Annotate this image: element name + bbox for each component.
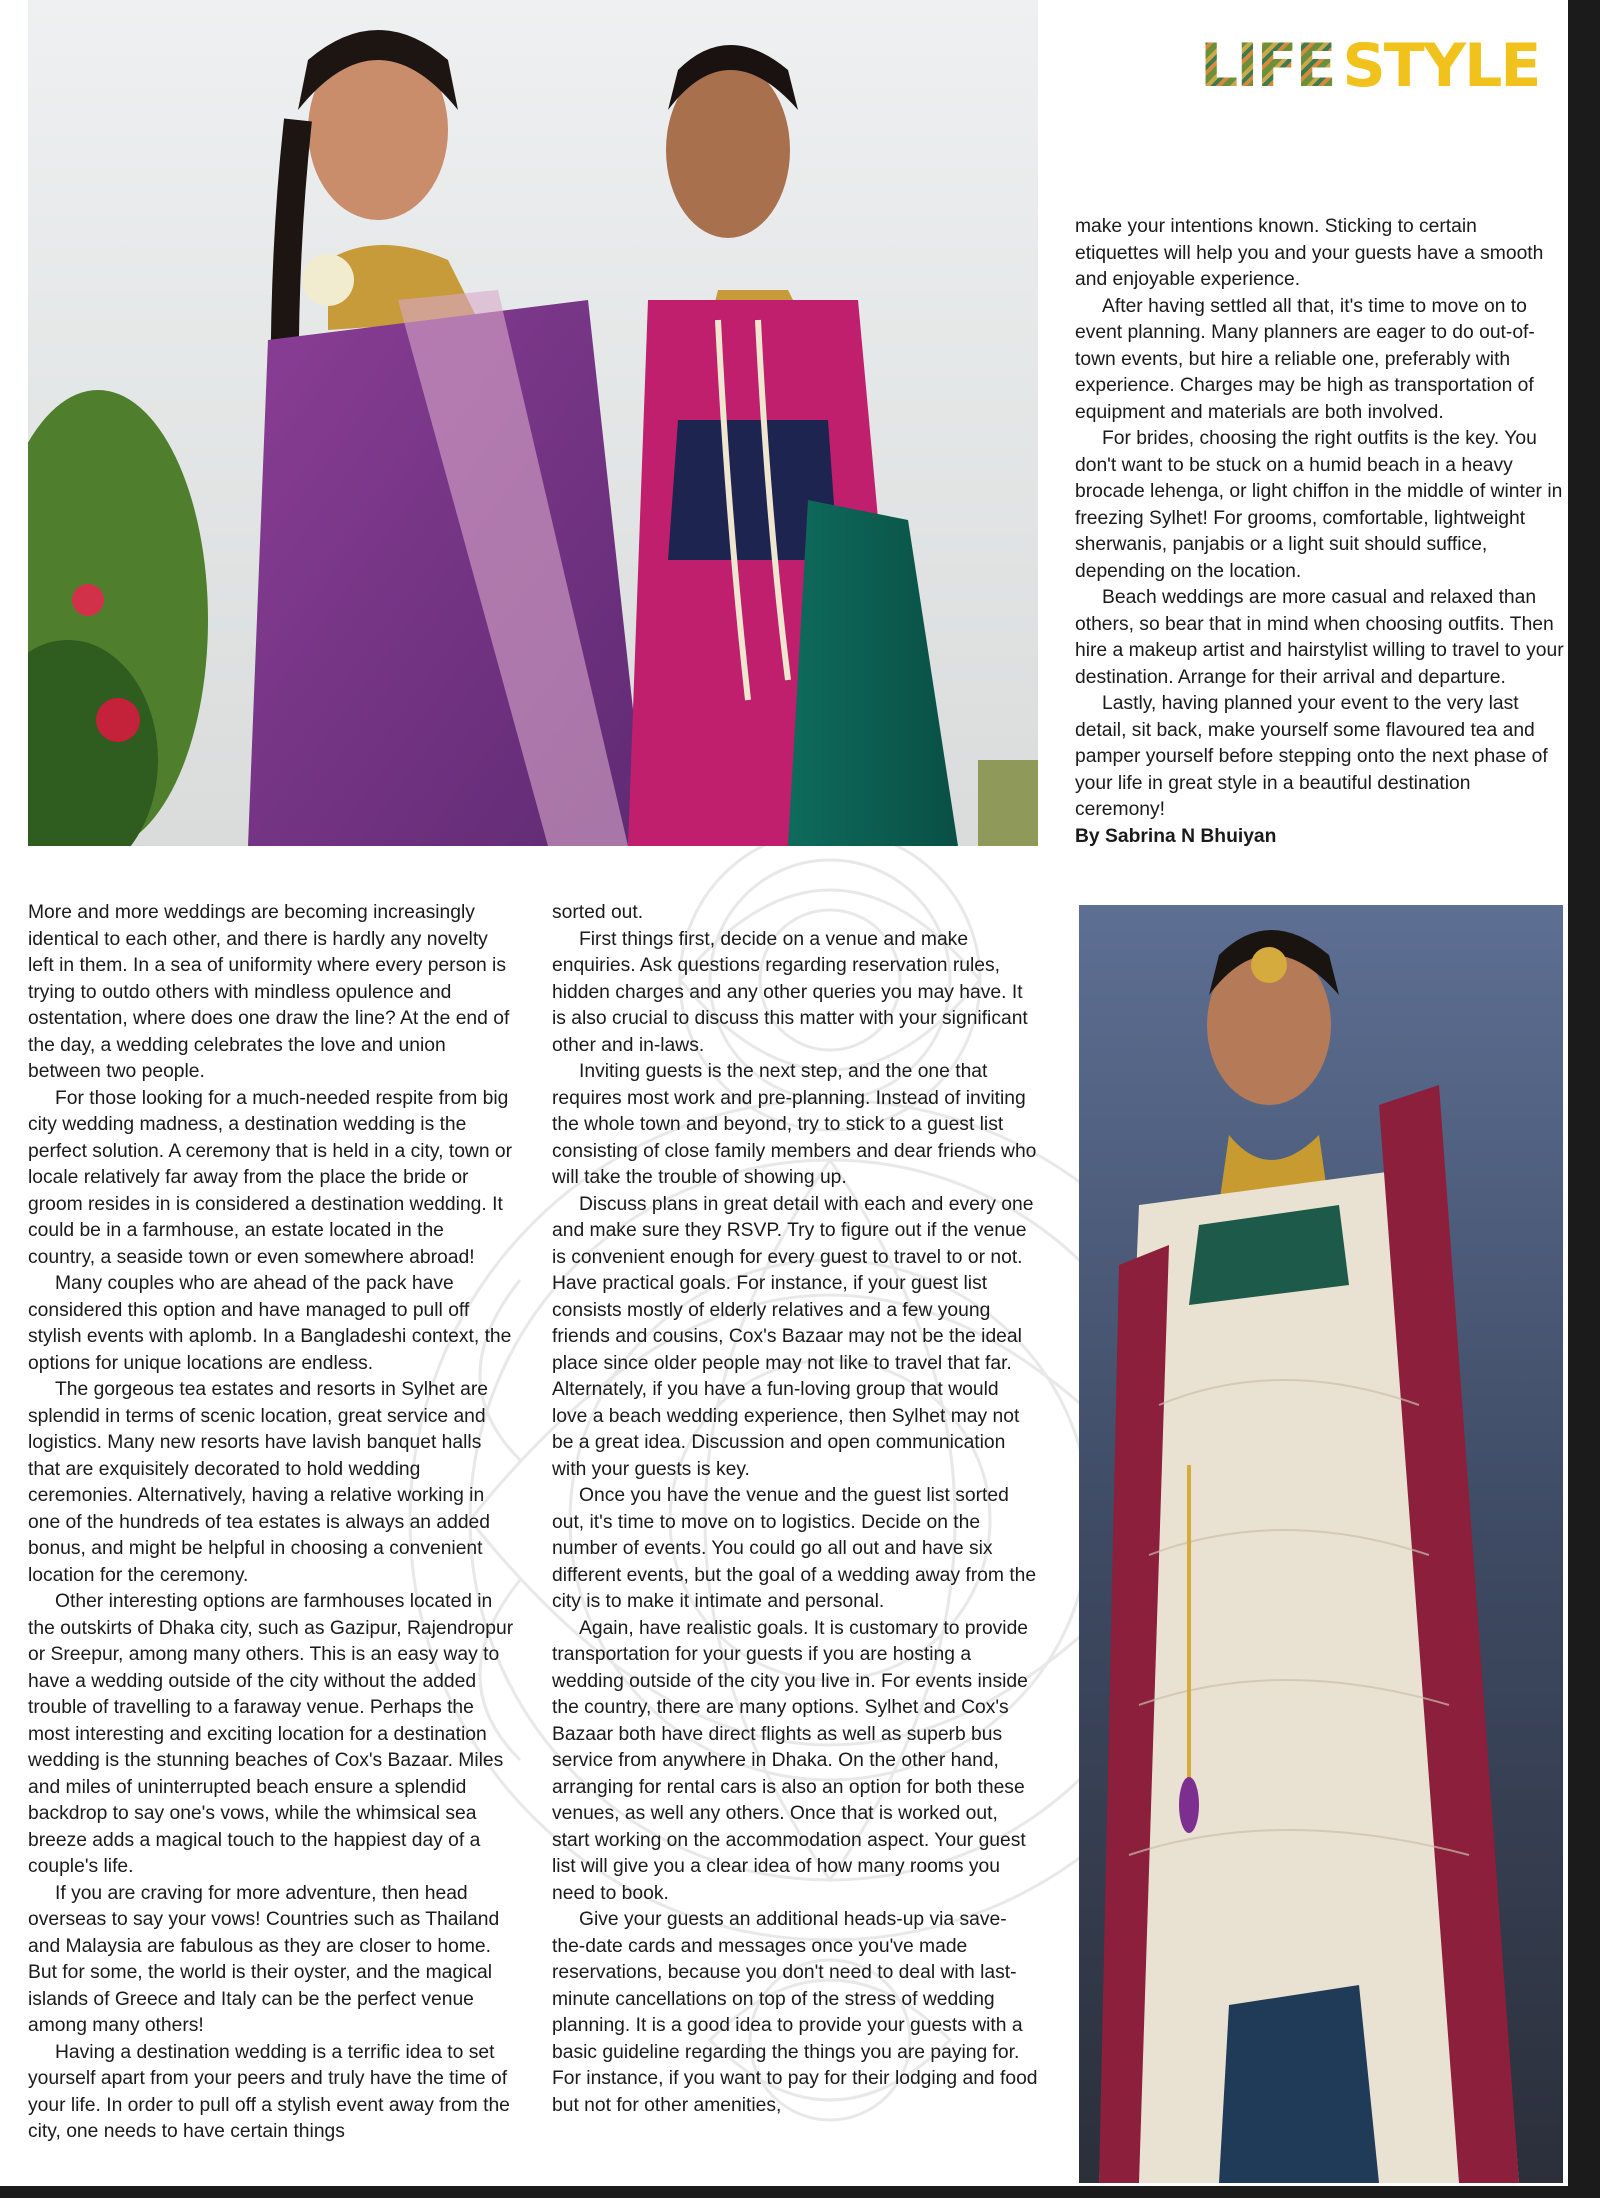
masthead-life: LIFE (1200, 31, 1335, 101)
article-column-1 (28, 900, 514, 2146)
photo-two-models-icon (28, 0, 1038, 846)
paragraph: For those looking for a much-needed respite from big city wedding madness, a destination wedding is the perfect solution. A ceremony that is held in a city, town or locale relatively far away from the place the bride or groom resides in is considered a destination wedding. It could be in a farmhouse, an estate located in the country, a seaside town or even somewhere abroad! (28, 1087, 513, 1268)
section-masthead (1200, 26, 1540, 106)
paragraph: Once you have the venue and the guest list sorted out, it's time to move on to logistics. Decide on the number of events. You could go all out and have six different events, but the goal of a wedding away from the city is to make it intimate and personal. (552, 1485, 1037, 1612)
page-edge-strip (1568, 0, 1600, 2198)
photo-bride-lace-saree (1079, 905, 1563, 2183)
paragraph: Again, have realistic goals. It is customary to provide transportation for your guests if you are hosting a wedding outside of the city you live in. For events inside the country, there are many options. Sylhet and Cox's Bazaar both have direct flights as well as superb bus service from anywhere in Dhaka. On the other hand, arranging for rental cars is also an option for both these venues, as well any others. Once that is worked out, start working on the accommodation aspect. Your guest list will give you a clear idea of how many rooms you need to book. (552, 1617, 1029, 1904)
paragraph: Lastly, having planned your event to the very last detail, sit back, make yourself some flavoured tea and pamper yourself before stepping onto the next phase of your life in great style in a beautiful destination ceremony! (1075, 693, 1548, 820)
paragraph: make your intentions known. Sticking to certain etiquettes will help you and your guests have a smooth and enjoyable experience. (1075, 216, 1544, 290)
author-byline: By Sabrina N Bhuiyan (1075, 825, 1277, 847)
paragraph: Other interesting options are farmhouses located in the outskirts of Dhaka city, such as Gazipur, Rajendropur or Sreepur, among many others. This is an easy way to have a wedding outside of the city without the added trouble of travelling to a faraway venue. Perhaps the most interesting and exciting location for a destination wedding is the stunning beaches of Cox's Bazaar. Miles and miles of uninterrupted beach ensure a splendid backdrop to say one's vows, while the whimsical sea breeze adds a magical touch to the happiest day of a couple's life. (28, 1591, 514, 1877)
paragraph: More and more weddings are becoming increasingly identical to each other, and there is hardly any novelty left in them. In a sea of uniformity where every person is trying to outdo others with mindless opulence and ostentation, where does one draw the line? At the end of the day, a wedding celebrates the love and union between two people. (28, 902, 510, 1082)
paragraph: Inviting guests is the next step, and the one that requires most work and pre-planning. Instead of inviting the whole town and beyond, try to stick to a guest list consisting of close family members and dear friends who will take the trouble of showing up. (552, 1061, 1037, 1188)
paragraph: Discuss plans in great detail with each and every one and make sure they RSVP. Try to figure out if the venue is convenient enough for every guest to travel to or not. Have practical goals. For instance, if your guest list consists mostly of elderly relatives and a few young friends and cousins, Cox's Bazaar may not be the ideal place since older people may not like to travel that far. Alternately, if you have a fun-loving group that would love a beach wedding experience, then Sylhet may not be a great idea. Discussion and open communication with your guests is key. (552, 1193, 1034, 1480)
masthead-style: STYLE (1342, 31, 1540, 101)
article-column-2 (552, 900, 1038, 2119)
paragraph: Having a destination wedding is a terrific idea to set yourself apart from your peers and truly have the time of your life. In order to pull off a stylish event away from the city, one needs to have certain things (28, 2041, 510, 2142)
photo-bride-icon (1079, 905, 1563, 2183)
paragraph: sorted out. (552, 902, 644, 923)
paragraph: After having settled all that, it's time to move on to event planning. Many planners are eager to do out-of-town events, but hire a reliable one, preferably with experience. Charges may be high as transportation of equipment and materials are both involved. (1075, 295, 1535, 423)
paragraph: First things first, decide on a venue and make enquiries. Ask questions regarding reservation rules, hidden charges and any other queries you may have. It is also crucial to discuss this matter with your significant other and in-laws. (552, 928, 1028, 1056)
paragraph: For brides, choosing the right outfits is the key. You don't want to be stuck on a humid beach in a heavy brocade lehenga, or light chiffon in the middle of winter in freezing Sylhet! For grooms, comfortable, lightweight sherwanis, panjabis or a light suit should suffice, depending on the location. (1075, 428, 1563, 582)
article-column-top-right (1075, 214, 1565, 850)
photo-two-models-sarees (28, 0, 1038, 846)
paragraph: Give your guests an additional heads-up via save-the-date cards and messages once you've made reservations, because you don't need to deal with last-minute cancellations on top of the stress of wedding planning. It is a good idea to provide your guests with a basic guideline regarding the things you are paying for. For instance, if you want to pay for their lodging and food but not for other amenities, (552, 1909, 1038, 2116)
paragraph: If you are craving for more adventure, then head overseas to say your vows! Countries such as Thailand and Malaysia are fabulous as they are closer to home. But for some, the world is their oyster, and the magical islands of Greece and Italy can be the perfect venue among many others! (28, 1882, 500, 2036)
page-bottom-rule (0, 2186, 1568, 2198)
paragraph: Beach weddings are more casual and relaxed than others, so bear that in mind when choosing outfits. Then hire a makeup artist and hairstylist willing to travel to your destination. Arrange for their arrival and departure. (1075, 587, 1564, 688)
paragraph: Many couples who are ahead of the pack have considered this option and have managed to pull off stylish events with aplomb. In a Bangladeshi context, the options for unique locations are endless. (28, 1273, 512, 1374)
paragraph: The gorgeous tea estates and resorts in Sylhet are splendid in terms of scenic location, great service and logistics. Many new resorts have lavish banquet halls that are exquisitely decorated to hold wedding ceremonies. Alternatively, having a relative working in one of the hundreds of tea estates is always an added bonus, and might be helpful in choosing a convenient location for the ceremony. (28, 1379, 490, 1586)
